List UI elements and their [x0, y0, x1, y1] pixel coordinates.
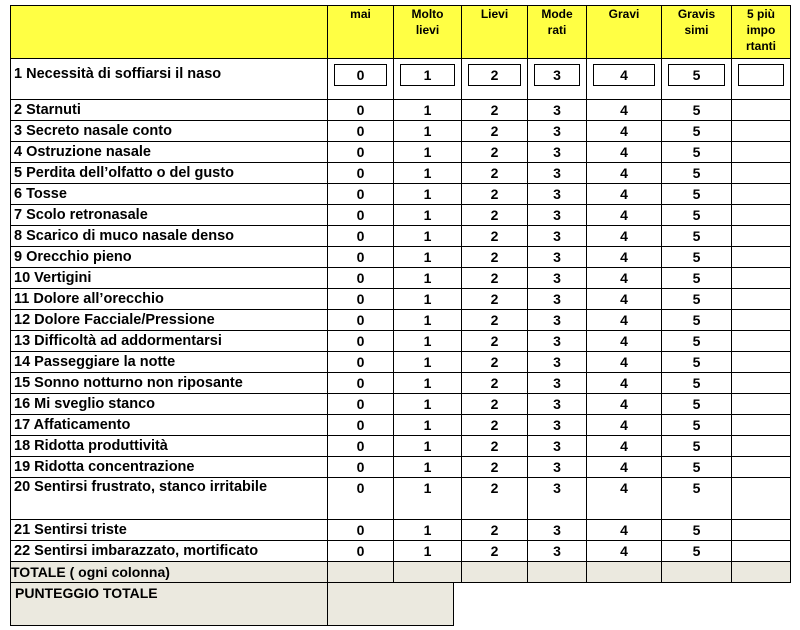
importance-checkbox[interactable] — [732, 142, 791, 163]
score-gravissimi[interactable]: 5 — [662, 163, 732, 184]
score-moderati[interactable]: 3 — [528, 541, 587, 562]
importance-checkbox[interactable] — [732, 310, 791, 331]
table-row — [11, 331, 791, 352]
header-row — [11, 6, 791, 59]
score-moderati[interactable]: 3 — [528, 247, 587, 268]
score-gravi[interactable]: 4 — [587, 184, 662, 205]
score-mai[interactable]: 0 — [328, 436, 394, 457]
header-5-piu-importanti: 5 più impo rtanti — [732, 6, 791, 59]
score-moderati[interactable]: 3 — [528, 373, 587, 394]
symptom-label: 5 Perdita dell’olfatto o del gusto — [11, 163, 328, 184]
table-row — [11, 59, 791, 100]
total-label: TOTALE ( ogni colonna) — [11, 562, 328, 583]
score-mai[interactable]: 0 — [328, 100, 394, 121]
score-molto-lievi[interactable]: 1 — [394, 289, 462, 310]
score-lievi[interactable]: 2 — [462, 142, 528, 163]
score-molto-lievi[interactable]: 1 — [394, 457, 462, 478]
score-gravissimi[interactable] — [662, 59, 732, 100]
importance-checkbox[interactable] — [732, 331, 791, 352]
score-mai[interactable]: 0 — [328, 142, 394, 163]
symptom-label: 22 Sentirsi imbarazzato, mortificato — [11, 541, 328, 562]
symptom-label: 8 Scarico di muco nasale denso — [11, 226, 328, 247]
score-gravissimi[interactable]: 5 — [662, 205, 732, 226]
score-gravi[interactable] — [587, 59, 662, 100]
score-mai[interactable]: 0 — [328, 478, 394, 520]
score-lievi[interactable]: 2 — [462, 331, 528, 352]
table-row — [11, 436, 791, 457]
score-mai[interactable]: 0 — [328, 289, 394, 310]
importance-checkbox[interactable] — [732, 184, 791, 205]
importance-checkbox[interactable] — [732, 268, 791, 289]
header-moderati: Mode rati — [528, 6, 587, 59]
score-lievi[interactable]: 2 — [462, 415, 528, 436]
score-box[interactable]: 1 — [400, 64, 455, 86]
score-mai[interactable]: 0 — [328, 457, 394, 478]
table-row — [11, 205, 791, 226]
score-gravi[interactable]: 4 — [587, 289, 662, 310]
symptom-label: 6 Tosse — [11, 184, 328, 205]
importance-checkbox[interactable] — [732, 247, 791, 268]
score-mai[interactable]: 0 — [328, 394, 394, 415]
score-mai[interactable]: 0 — [328, 205, 394, 226]
score-molto-lievi[interactable]: 1 — [394, 520, 462, 541]
score-moderati[interactable]: 3 — [528, 436, 587, 457]
importance-checkbox[interactable] — [732, 415, 791, 436]
table-row — [11, 289, 791, 310]
score-lievi[interactable]: 2 — [462, 520, 528, 541]
score-moderati[interactable] — [528, 59, 587, 100]
score-gravissimi[interactable]: 5 — [662, 415, 732, 436]
table-row — [11, 268, 791, 289]
score-moderati[interactable]: 3 — [528, 352, 587, 373]
total-lievi[interactable] — [462, 562, 528, 583]
total-mai[interactable] — [328, 562, 394, 583]
score-gravissimi[interactable]: 5 — [662, 310, 732, 331]
importance-checkbox[interactable] — [732, 520, 791, 541]
table-row — [11, 373, 791, 394]
score-lievi[interactable]: 2 — [462, 352, 528, 373]
score-gravi[interactable]: 4 — [587, 205, 662, 226]
score-lievi[interactable] — [462, 59, 528, 100]
score-gravissimi[interactable]: 5 — [662, 289, 732, 310]
symptom-table — [10, 5, 791, 583]
table-row — [11, 415, 791, 436]
symptom-label: 21 Sentirsi triste — [11, 520, 328, 541]
importance-box[interactable] — [738, 64, 784, 86]
symptom-label: 13 Difficoltà ad addormentarsi — [11, 331, 328, 352]
score-lievi[interactable]: 2 — [462, 541, 528, 562]
score-lievi[interactable]: 2 — [462, 436, 528, 457]
score-moderati[interactable]: 3 — [528, 205, 587, 226]
importance-checkbox[interactable] — [732, 352, 791, 373]
symptom-label: 4 Ostruzione nasale — [11, 142, 328, 163]
score-gravi[interactable]: 4 — [587, 247, 662, 268]
score-molto-lievi[interactable]: 1 — [394, 310, 462, 331]
score-gravi[interactable]: 4 — [587, 121, 662, 142]
total-5-piu-importanti[interactable] — [732, 562, 791, 583]
score-gravi[interactable]: 4 — [587, 142, 662, 163]
score-molto-lievi[interactable]: 1 — [394, 268, 462, 289]
header-molto-lievi: Molto lievi — [394, 6, 462, 59]
table-row — [11, 247, 791, 268]
score-gravissimi[interactable]: 5 — [662, 121, 732, 142]
table-row — [11, 394, 791, 415]
symptom-label: 14 Passeggiare la notte — [11, 352, 328, 373]
score-moderati[interactable]: 3 — [528, 142, 587, 163]
total-gravi[interactable] — [587, 562, 662, 583]
importance-checkbox[interactable] — [732, 226, 791, 247]
score-gravissimi[interactable]: 5 — [662, 184, 732, 205]
table-row — [11, 142, 791, 163]
total-score-label: PUNTEGGIO TOTALE — [11, 583, 328, 626]
importance-checkbox[interactable] — [732, 163, 791, 184]
score-lievi[interactable]: 2 — [462, 184, 528, 205]
total-gravissimi[interactable] — [662, 562, 732, 583]
score-molto-lievi[interactable]: 1 — [394, 205, 462, 226]
score-gravi[interactable]: 4 — [587, 310, 662, 331]
table-row — [11, 184, 791, 205]
score-mai[interactable]: 0 — [328, 520, 394, 541]
score-gravi[interactable]: 4 — [587, 415, 662, 436]
score-lievi[interactable]: 2 — [462, 394, 528, 415]
score-gravi[interactable]: 4 — [587, 331, 662, 352]
score-lievi[interactable]: 2 — [462, 373, 528, 394]
score-lievi[interactable]: 2 — [462, 247, 528, 268]
score-moderati[interactable]: 3 — [528, 331, 587, 352]
header-label — [11, 6, 328, 59]
score-moderati[interactable]: 3 — [528, 289, 587, 310]
score-gravi[interactable]: 4 — [587, 457, 662, 478]
score-moderati[interactable]: 3 — [528, 268, 587, 289]
score-gravi[interactable]: 4 — [587, 268, 662, 289]
symptom-label: 17 Affaticamento — [11, 415, 328, 436]
score-gravissimi[interactable]: 5 — [662, 100, 732, 121]
score-gravi[interactable]: 4 — [587, 541, 662, 562]
score-molto-lievi[interactable]: 1 — [394, 478, 462, 520]
total-score-table — [10, 582, 454, 626]
score-gravissimi[interactable]: 5 — [662, 457, 732, 478]
symptom-label: 12 Dolore Facciale/Pressione — [11, 310, 328, 331]
score-mai[interactable]: 0 — [328, 373, 394, 394]
score-gravi[interactable]: 4 — [587, 373, 662, 394]
score-gravi[interactable]: 4 — [587, 520, 662, 541]
symptom-label: 10 Vertigini — [11, 268, 328, 289]
symptom-label: 7 Scolo retronasale — [11, 205, 328, 226]
score-gravissimi[interactable]: 5 — [662, 478, 732, 520]
score-lievi[interactable]: 2 — [462, 205, 528, 226]
score-gravi[interactable]: 4 — [587, 352, 662, 373]
symptom-label: 3 Secreto nasale conto — [11, 121, 328, 142]
score-moderati[interactable]: 3 — [528, 478, 587, 520]
score-mai[interactable]: 0 — [328, 331, 394, 352]
header-gravi: Gravi — [587, 6, 662, 59]
score-gravissimi[interactable]: 5 — [662, 352, 732, 373]
score-box[interactable]: 0 — [334, 64, 387, 86]
score-moderati[interactable]: 3 — [528, 184, 587, 205]
score-gravi[interactable]: 4 — [587, 394, 662, 415]
table-row — [11, 100, 791, 121]
importance-checkbox[interactable] — [732, 121, 791, 142]
score-gravissimi[interactable]: 5 — [662, 520, 732, 541]
score-mai[interactable]: 0 — [328, 268, 394, 289]
score-gravissimi[interactable]: 5 — [662, 226, 732, 247]
score-gravi[interactable]: 4 — [587, 436, 662, 457]
score-box[interactable]: 3 — [534, 64, 580, 86]
score-moderati[interactable]: 3 — [528, 310, 587, 331]
symptom-label: 15 Sonno notturno non riposante — [11, 373, 328, 394]
score-moderati[interactable]: 3 — [528, 415, 587, 436]
total-molto-lievi[interactable] — [394, 562, 462, 583]
symptom-label: 9 Orecchio pieno — [11, 247, 328, 268]
score-box[interactable]: 5 — [668, 64, 725, 86]
score-gravissimi[interactable]: 5 — [662, 331, 732, 352]
score-moderati[interactable]: 3 — [528, 163, 587, 184]
score-molto-lievi[interactable]: 1 — [394, 394, 462, 415]
score-mai[interactable]: 0 — [328, 415, 394, 436]
table-row — [11, 352, 791, 373]
table-row — [11, 457, 791, 478]
importance-checkbox[interactable] — [732, 541, 791, 562]
header-mai: mai — [328, 6, 394, 59]
symptom-label: 16 Mi sveglio stanco — [11, 394, 328, 415]
score-mai[interactable]: 0 — [328, 352, 394, 373]
importance-checkbox[interactable] — [732, 373, 791, 394]
score-moderati[interactable]: 3 — [528, 394, 587, 415]
importance-checkbox[interactable] — [732, 436, 791, 457]
importance-checkbox[interactable] — [732, 205, 791, 226]
total-score-value[interactable] — [328, 583, 454, 626]
score-gravissimi[interactable]: 5 — [662, 541, 732, 562]
table-row — [11, 541, 791, 562]
score-moderati[interactable]: 3 — [528, 100, 587, 121]
score-mai[interactable]: 0 — [328, 226, 394, 247]
score-molto-lievi[interactable]: 1 — [394, 100, 462, 121]
symptom-label: 20 Sentirsi frustrato, stanco irritabile — [11, 478, 328, 520]
table-row — [11, 310, 791, 331]
score-lievi[interactable]: 2 — [462, 457, 528, 478]
score-molto-lievi[interactable]: 1 — [394, 121, 462, 142]
importance-checkbox[interactable] — [732, 394, 791, 415]
score-lievi[interactable]: 2 — [462, 121, 528, 142]
importance-checkbox[interactable] — [732, 59, 791, 100]
score-molto-lievi[interactable]: 1 — [394, 247, 462, 268]
score-molto-lievi[interactable]: 1 — [394, 541, 462, 562]
score-lievi[interactable]: 2 — [462, 289, 528, 310]
header-gravissimi: Gravis simi — [662, 6, 732, 59]
score-molto-lievi[interactable]: 1 — [394, 142, 462, 163]
score-box[interactable]: 2 — [468, 64, 521, 86]
total-moderati[interactable] — [528, 562, 587, 583]
score-moderati[interactable]: 3 — [528, 226, 587, 247]
score-mai[interactable]: 0 — [328, 310, 394, 331]
score-gravi[interactable]: 4 — [587, 478, 662, 520]
score-lievi[interactable]: 2 — [462, 100, 528, 121]
score-gravi[interactable]: 4 — [587, 163, 662, 184]
score-lievi[interactable]: 2 — [462, 163, 528, 184]
totals-row — [11, 562, 791, 583]
table-row — [11, 163, 791, 184]
score-moderati[interactable]: 3 — [528, 457, 587, 478]
table-row — [11, 478, 791, 520]
score-gravi[interactable]: 4 — [587, 226, 662, 247]
score-gravissimi[interactable]: 5 — [662, 247, 732, 268]
score-molto-lievi[interactable]: 1 — [394, 331, 462, 352]
symptom-label: 2 Starnuti — [11, 100, 328, 121]
importance-checkbox[interactable] — [732, 289, 791, 310]
table-row — [11, 226, 791, 247]
score-molto-lievi[interactable]: 1 — [394, 226, 462, 247]
score-lievi[interactable]: 2 — [462, 226, 528, 247]
questionnaire — [10, 5, 791, 626]
score-gravissimi[interactable]: 5 — [662, 142, 732, 163]
score-gravissimi[interactable]: 5 — [662, 394, 732, 415]
score-molto-lievi[interactable]: 1 — [394, 373, 462, 394]
score-gravissimi[interactable]: 5 — [662, 268, 732, 289]
importance-checkbox[interactable] — [732, 478, 791, 520]
score-molto-lievi[interactable]: 1 — [394, 415, 462, 436]
importance-checkbox[interactable] — [732, 100, 791, 121]
score-molto-lievi[interactable] — [394, 59, 462, 100]
score-gravissimi[interactable]: 5 — [662, 373, 732, 394]
score-mai[interactable]: 0 — [328, 121, 394, 142]
score-mai[interactable]: 0 — [328, 247, 394, 268]
score-box[interactable]: 4 — [593, 64, 655, 86]
symptom-label: 19 Ridotta concentrazione — [11, 457, 328, 478]
symptom-label: 11 Dolore all’orecchio — [11, 289, 328, 310]
score-molto-lievi[interactable]: 1 — [394, 436, 462, 457]
table-row — [11, 520, 791, 541]
score-mai[interactable]: 0 — [328, 184, 394, 205]
score-mai[interactable]: 0 — [328, 163, 394, 184]
header-lievi: Lievi — [462, 6, 528, 59]
symptom-label: 18 Ridotta produttività — [11, 436, 328, 457]
score-mai[interactable]: 0 — [328, 541, 394, 562]
score-lievi[interactable]: 2 — [462, 268, 528, 289]
importance-checkbox[interactable] — [732, 457, 791, 478]
score-lievi[interactable]: 2 — [462, 310, 528, 331]
score-molto-lievi[interactable]: 1 — [394, 184, 462, 205]
score-gravissimi[interactable]: 5 — [662, 436, 732, 457]
score-molto-lievi[interactable]: 1 — [394, 163, 462, 184]
score-moderati[interactable]: 3 — [528, 121, 587, 142]
score-gravi[interactable]: 4 — [587, 100, 662, 121]
score-molto-lievi[interactable]: 1 — [394, 352, 462, 373]
symptom-label: 1 Necessità di soffiarsi il naso — [11, 59, 328, 100]
score-moderati[interactable]: 3 — [528, 520, 587, 541]
score-mai[interactable] — [328, 59, 394, 100]
table-row — [11, 121, 791, 142]
score-lievi[interactable]: 2 — [462, 478, 528, 520]
